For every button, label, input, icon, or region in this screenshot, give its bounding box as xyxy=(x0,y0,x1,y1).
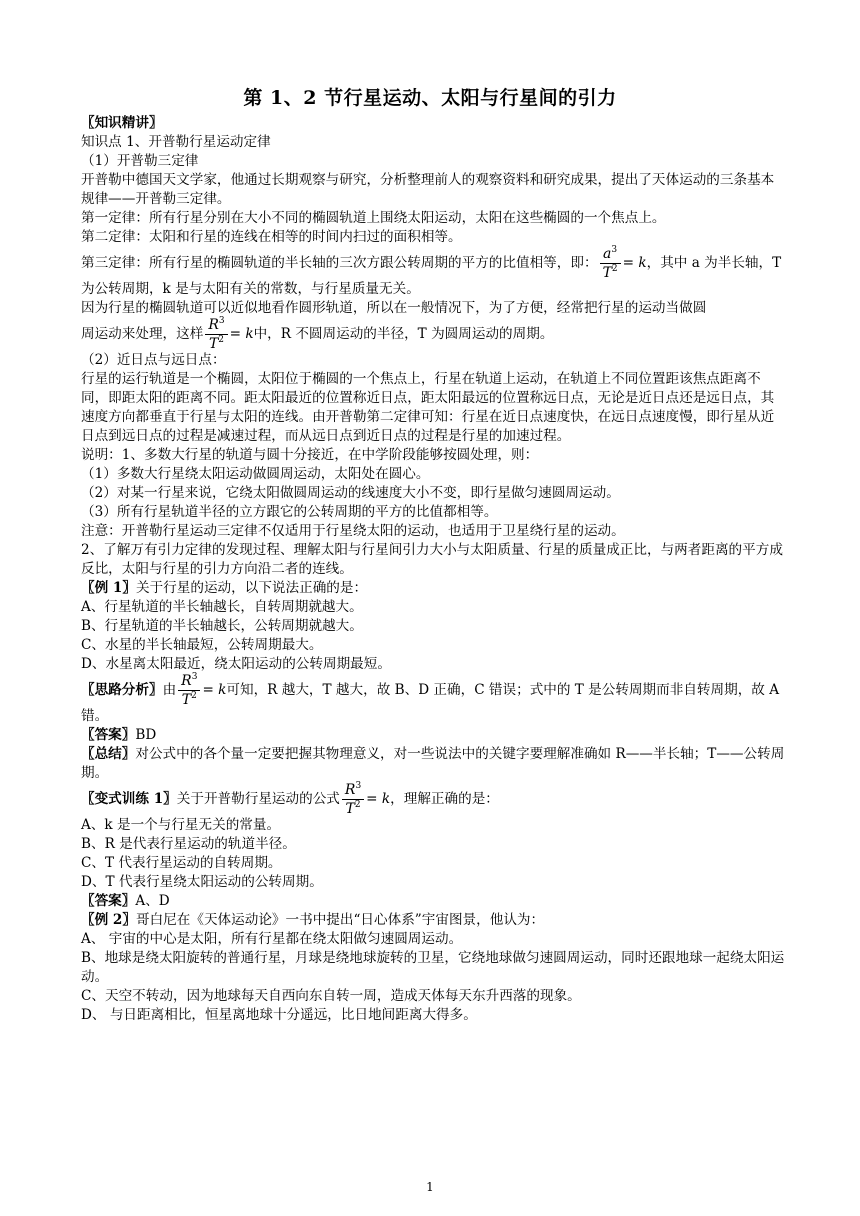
example-2-question: 〖例 2〗哥白尼在《天体运动论》一书中提出“日心体系”宇宙图景，他认为： xyxy=(81,912,545,928)
paragraph: （2）对某一行星来说，它绕太阳做圆周运动的线速度大小不变，即行星做匀速圆周运动。 xyxy=(81,485,620,501)
paragraph: （1）多数大行星绕太阳运动做圆周运动，太阳处在圆心。 xyxy=(81,466,430,482)
paragraph-circular: 周运动来处理，这样 $\frac{R^3}{T^2}$ = k中，R 不圆周运动的半径，T 为圆周运动的周期。 xyxy=(81,316,554,352)
option-b: B、行星轨道的半长轴越长，公转周期就越大。 xyxy=(81,618,363,634)
option-d: D、水星离太阳最近，绕太阳运动的公转周期最短。 xyxy=(81,656,391,672)
page-title: 第 1、2 节行星运动、太阳与行星间的引力 xyxy=(243,87,617,109)
subheading: （1）开普勒三定律 xyxy=(81,153,199,169)
option-b: B、R 是代表行星运动的轨道半径。 xyxy=(81,836,296,852)
answer-line: 〖答案〗A、D xyxy=(81,893,170,909)
formula-r3-over-t2: $\frac{R^3}{T^2}$ xyxy=(178,674,200,707)
analysis-paragraph: 〖思路分析〗由 $\frac{R^3}{T^2}$ = k可知，R 越大，T 越大，故 B、D 正确，C 错误；式中的 T 是公转周期而非自转周期，故 A 错。 xyxy=(81,672,780,724)
option-d: D、T 代表行星绕太阳运动的公转周期。 xyxy=(81,874,323,890)
option-d: D、 与日距离相比，恒星离地球十分遥远，比日地间距离大得多。 xyxy=(81,1007,477,1023)
paragraph: 行星的运行轨道是一个椭圆，太阳位于椭圆的一个焦点上，行星在轨道上运动，在轨道上不同位置距该焦点距离不同，即距太阳的距离不同。距太阳最近的位置称近日点，距太阳最远的位置称远日点，无论是近日点还是远日点，其速度方向都垂直于行星与太阳的连线。由开普勒第二定律可知：行星在近日点速度快，在远日点速度慢，即行星从近日点到远日点的过程是减速过程，而从远日点到近日点的过程是行星的加速过程。 xyxy=(81,371,775,444)
summary-paragraph: 〖总结〗对公式中的各个量一定要把握其物理意义，对一些说法中的关键字要理解准确如 R——半长轴；T——公转周期。 xyxy=(81,746,785,781)
paragraph: 说明：1、多数大行星的轨道与圆十分接近，在中学阶段能够按圆处理，则： xyxy=(81,447,539,463)
option-a: A、 宇宙的中心是太阳，所有行星都在绕太阳做匀速圆周运动。 xyxy=(81,931,463,947)
variant-training-1: 〖变式训练 1〗关于开普勒行星运动的公式 $\frac{R^3}{T^2}$ = k，理解正确的是： xyxy=(81,781,499,817)
paragraph: 第二定律：太阳和行星的连线在相等的时间内扫过的面积相等。 xyxy=(81,229,462,245)
formula-r3-over-t2: $\frac{R^3}{T^2}$ xyxy=(342,783,364,816)
example-1-question: 〖例 1〗关于行星的运动，以下说法正确的是： xyxy=(81,580,368,596)
formula-a3-over-t2: $\frac{a^3}{T^2}$ xyxy=(600,247,621,280)
option-c: C、T 代表行星运动的自转周期。 xyxy=(81,855,282,871)
document-body xyxy=(81,114,785,1025)
option-b: B、地球是绕太阳旋转的普通行星，月球是绕地球旋转的卫星，它绕地球做匀速圆周运动，同时还跟地球一起绕太阳运动。 xyxy=(81,950,785,985)
subheading: （2）近日点与远日点： xyxy=(81,352,226,368)
knowledge-point-heading: 知识点 1、开普勒行星运动定律 xyxy=(81,134,271,150)
option-c: C、天空不转动，因为地球每天自西向东自转一周，造成天体每天东升西落的现象。 xyxy=(81,988,581,1004)
option-a: A、行星轨道的半长轴越长，自转周期就越大。 xyxy=(81,599,363,615)
paragraph-third-law: 第三定律：所有行星的椭圆轨道的半长轴的三次方跟公转周期的平方的比值相等，即： $\frac{a^3}{T^2}$ = k，其中 a 为半长轴，T 为公转周期，k 是与太阳有关的常数，与行星质量无关。 xyxy=(81,245,782,297)
answer-line: 〖答案〗BD xyxy=(81,727,157,743)
paragraph: 第一定律：所有行星分别在大小不同的椭圆轨道上围绕太阳运动，太阳在这些椭圆的一个焦点上。 xyxy=(81,210,666,226)
formula-r3-over-t2: $\frac{R^3}{T^2}$ xyxy=(205,318,227,351)
paragraph: 2、了解万有引力定律的发现过程、理解太阳与行星间引力大小与太阳质量、行星的质量成正比，与两者距离的平方成反比，太阳与行星的引力方向沿二者的连线。 xyxy=(81,542,783,577)
paragraph: 注意：开普勒行星运动三定律不仅适用于行星绕太阳的运动，也适用于卫星绕行星的运动。 xyxy=(81,523,625,539)
option-a: A、k 是一个与行星无关的常量。 xyxy=(81,817,281,833)
option-c: C、水星的半长轴最短，公转周期最大。 xyxy=(81,637,323,653)
section-heading: 〖知识精讲〗 xyxy=(81,115,163,131)
paragraph: 因为行星的椭圆轨道可以近似地看作圆形轨道，所以在一般情况下，为了方便，经常把行星的运动当做圆 xyxy=(81,300,707,316)
paragraph: 开普勒中德国天文学家，他通过长期观察与研究，分析整理前人的观察资料和研究成果，提出了天体运动的三条基本规律——开普勒三定律。 xyxy=(81,172,775,207)
page-number: 1 xyxy=(426,1180,434,1194)
paragraph: （3）所有行星轨道半径的立方跟它的公转周期的平方的比值都相等。 xyxy=(81,504,498,520)
